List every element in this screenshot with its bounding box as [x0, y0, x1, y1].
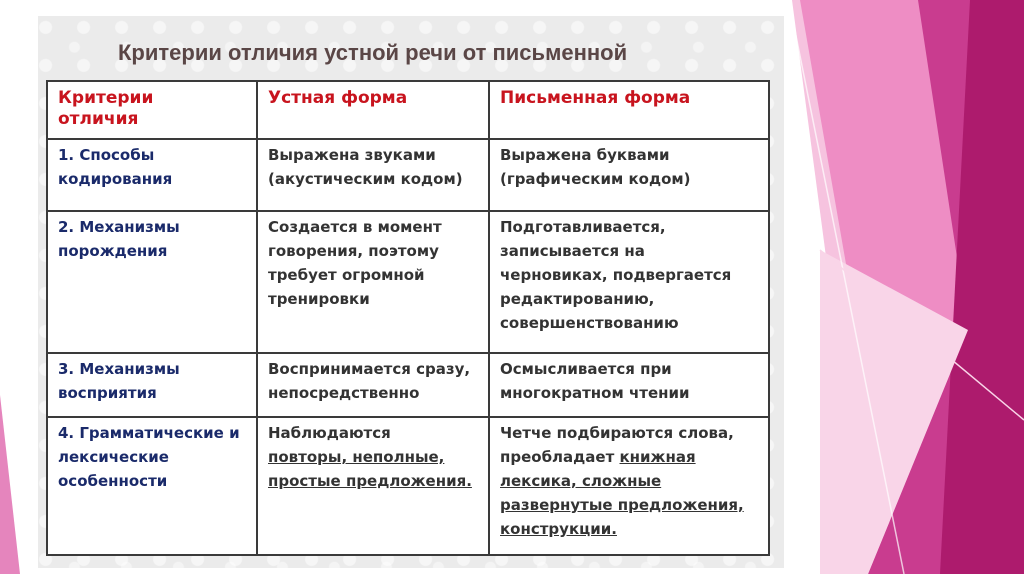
header-oral — [257, 81, 489, 139]
oral-line: Наблюдаются — [268, 424, 391, 442]
criteria-cell — [47, 211, 257, 353]
written-plain-text: преобладает — [500, 448, 620, 466]
table-row — [47, 211, 769, 353]
oral-cell — [257, 353, 489, 417]
written-line: Четче подбираются слова, — [500, 424, 734, 442]
criteria-cell — [47, 353, 257, 417]
oral-line: Воспринимается сразу, — [268, 360, 471, 378]
written-underlined-line: конструкции. — [500, 520, 617, 538]
left-pink-stripe — [0, 395, 20, 574]
oral-line: непосредственно — [268, 384, 420, 402]
criteria-line: 2. Механизмы — [58, 218, 180, 236]
oral-cell — [257, 139, 489, 211]
written-line — [500, 445, 760, 469]
oral-line: Создается в момент — [268, 218, 442, 236]
criteria-line: 3. Механизмы — [58, 360, 180, 378]
written-cell — [489, 211, 769, 353]
header-written-label: Письменная форма — [500, 88, 691, 108]
written-line: Подготавливается, — [500, 218, 666, 236]
header-oral-label: Устная форма — [268, 88, 408, 108]
oral-underlined-line: простые предложения. — [268, 472, 472, 490]
header-written — [489, 81, 769, 139]
written-underlined-line: развернутые предложения, — [500, 496, 744, 514]
written-line: (графическим кодом) — [500, 170, 691, 188]
criteria-line: 1. Способы — [58, 146, 155, 164]
table-header-row — [47, 81, 769, 139]
table-row — [47, 139, 769, 211]
oral-line: требует огромной — [268, 266, 425, 284]
criteria-cell — [47, 139, 257, 211]
written-line: многократном чтении — [500, 384, 690, 402]
header-criteria-line: Критерии — [58, 88, 154, 108]
criteria-line: 4. Грамматические и — [58, 424, 240, 442]
written-cell — [489, 353, 769, 417]
header-criteria — [47, 81, 257, 139]
header-criteria-line: отличия — [58, 109, 139, 129]
written-underlined-line: лексика, сложные — [500, 472, 662, 490]
criteria-line: кодирования — [58, 170, 173, 188]
written-line: совершенствованию — [500, 314, 679, 332]
criteria-line: особенности — [58, 472, 168, 490]
criteria-line: порождения — [58, 242, 168, 260]
written-cell — [489, 139, 769, 211]
criteria-line: лексические — [58, 448, 169, 466]
oral-line: говорения, поэтому — [268, 242, 439, 260]
written-line: черновиках, подвергается — [500, 266, 732, 284]
criteria-line: восприятия — [58, 384, 157, 402]
comparison-table — [46, 80, 770, 556]
oral-line: Выражена звуками — [268, 146, 436, 164]
oral-line: (акустическим кодом) — [268, 170, 463, 188]
oral-cell — [257, 417, 489, 555]
written-line: Осмысливается при — [500, 360, 672, 378]
slide-title: Критерии отличия устной речи от письменной — [118, 40, 628, 65]
written-line: записывается на — [500, 242, 645, 260]
criteria-cell — [47, 417, 257, 555]
written-cell — [489, 417, 769, 555]
table-row — [47, 353, 769, 417]
oral-cell — [257, 211, 489, 353]
oral-underlined-line: повторы, неполные, — [268, 448, 445, 466]
written-line: редактированию, — [500, 290, 655, 308]
written-line: Выражена буквами — [500, 146, 670, 164]
table-row — [47, 417, 769, 555]
written-underlined-text: книжная — [619, 448, 696, 466]
oral-line: тренировки — [268, 290, 370, 308]
